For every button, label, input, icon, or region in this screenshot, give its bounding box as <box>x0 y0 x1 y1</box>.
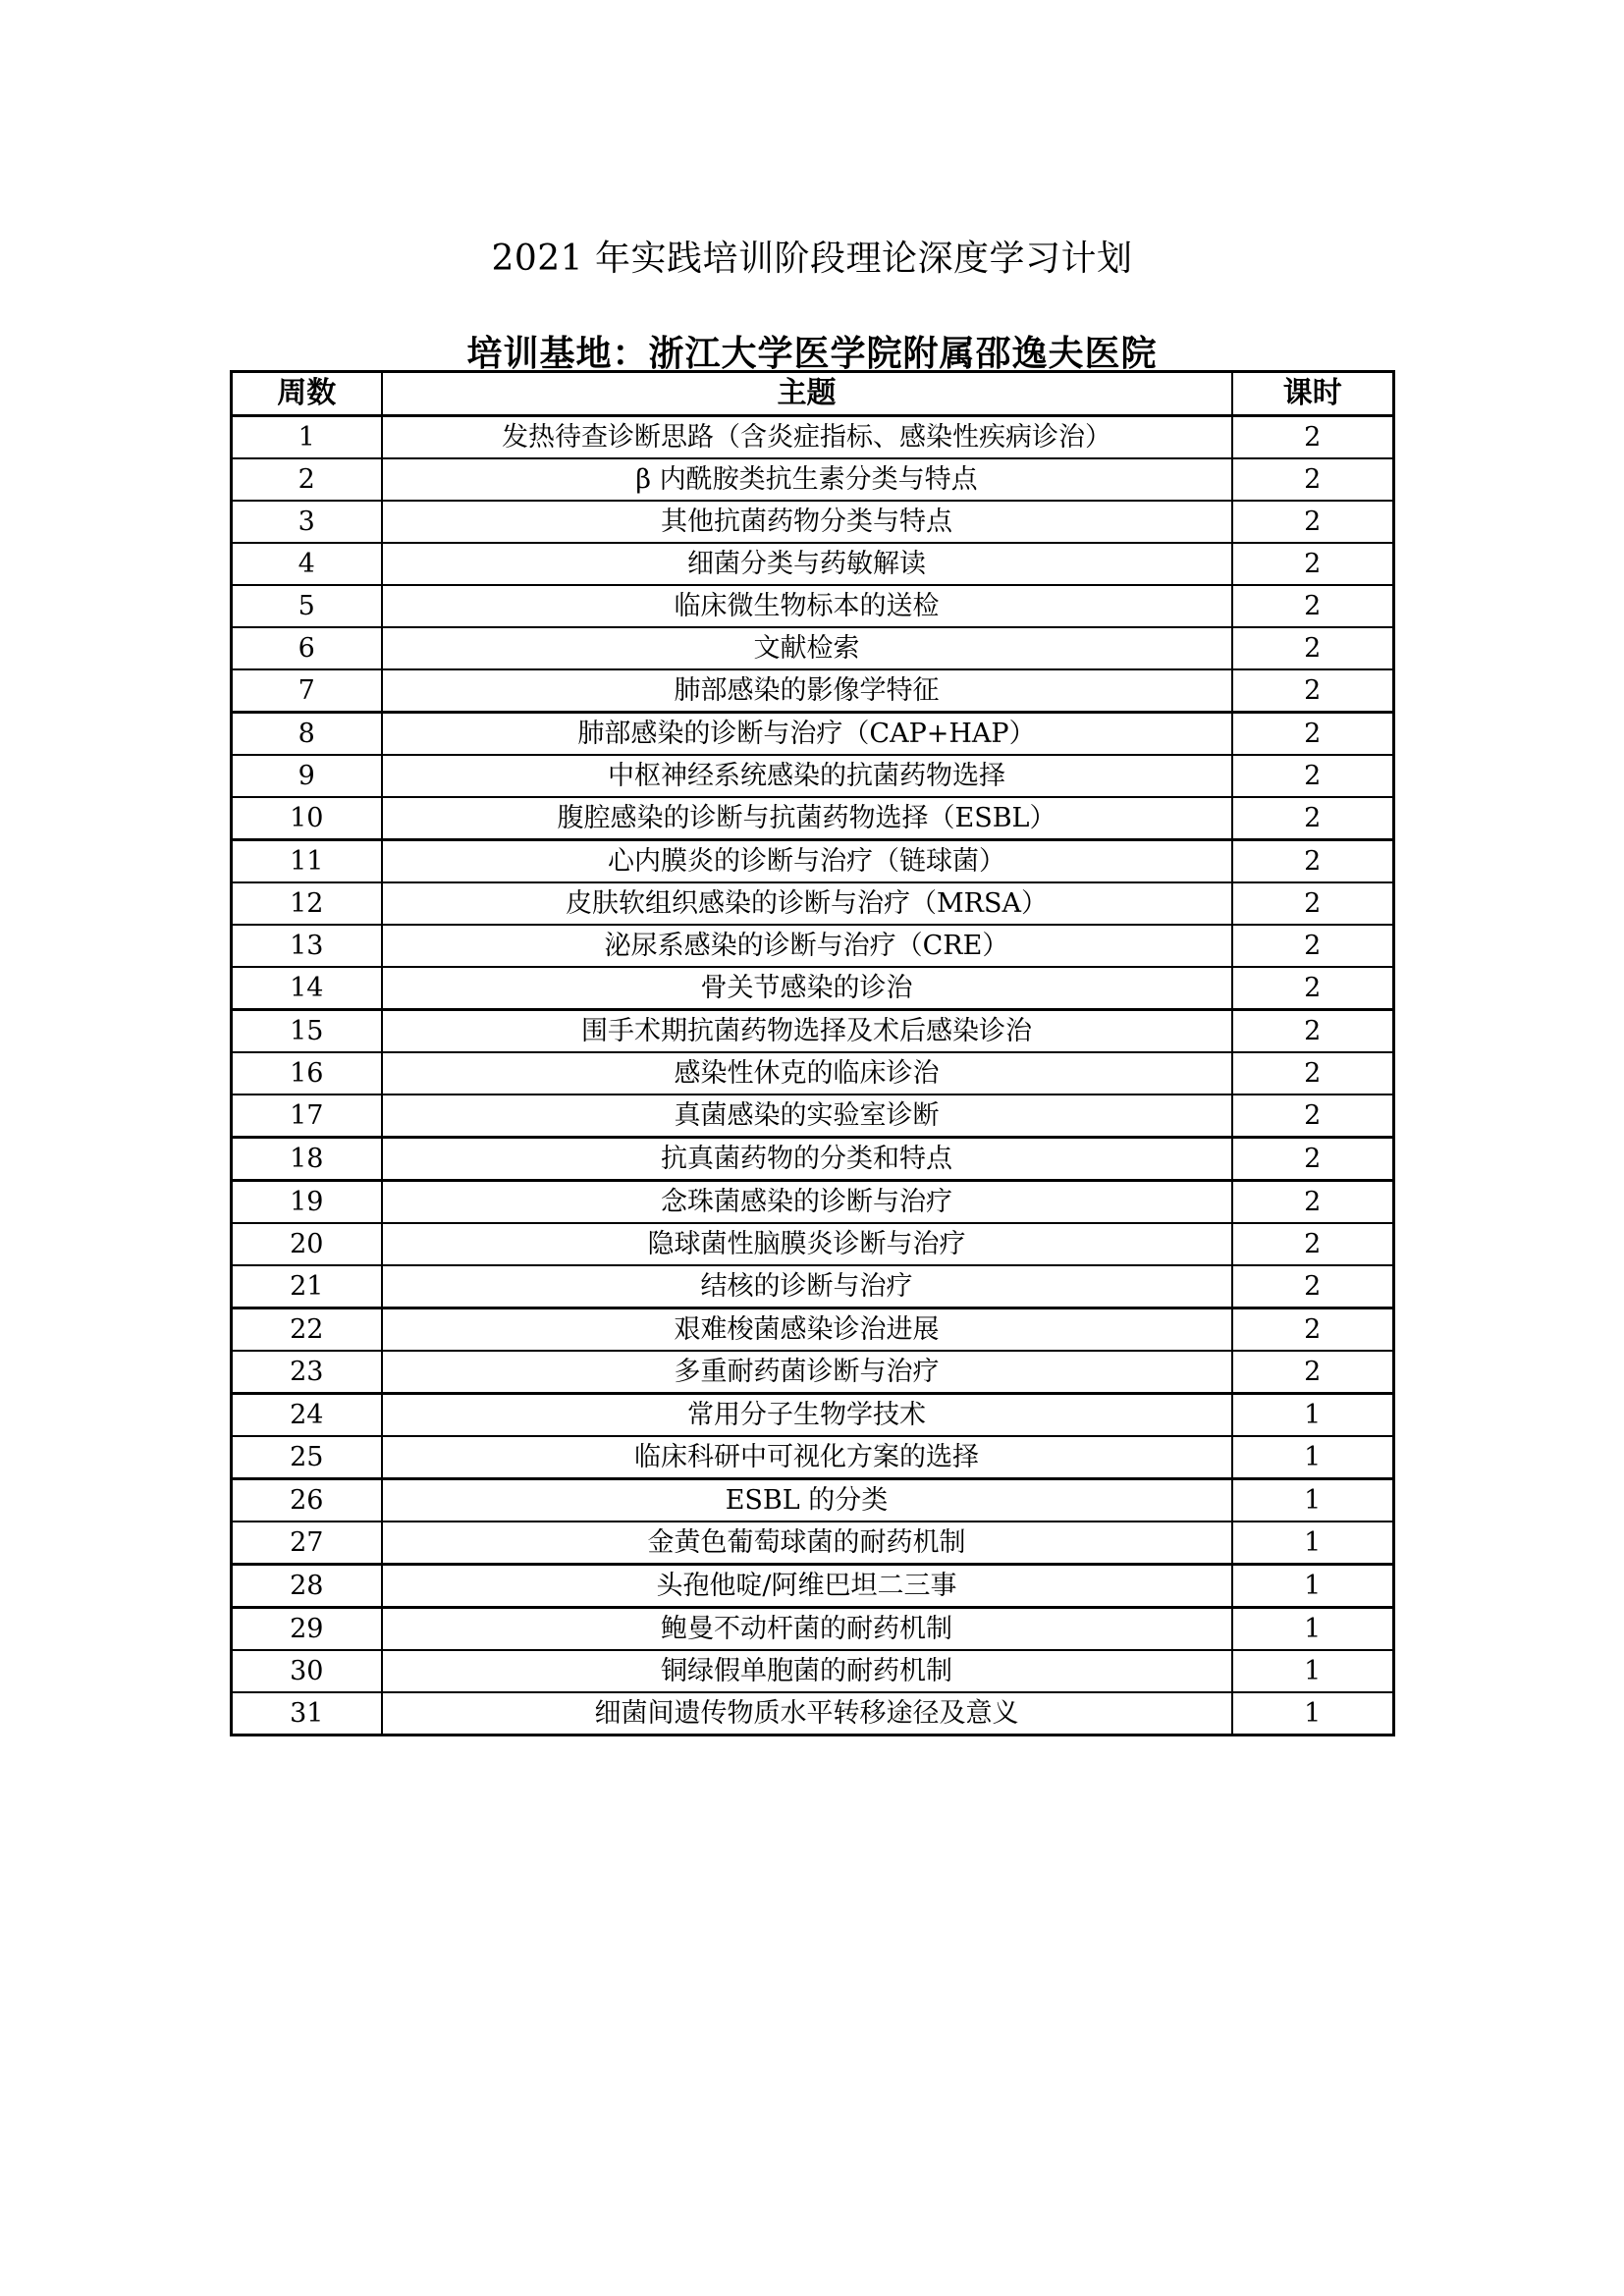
cell-hours: 2 <box>1232 713 1394 756</box>
table-row <box>232 1308 1394 1352</box>
cell-topic: 肺部感染的影像学特征 <box>382 669 1232 713</box>
cell-topic: 临床微生物标本的送检 <box>382 585 1232 627</box>
cell-hours: 2 <box>1232 501 1394 543</box>
cell-topic: 其他抗菌药物分类与特点 <box>382 501 1232 543</box>
cell-hours: 2 <box>1232 1095 1394 1138</box>
cell-topic: 肺部感染的诊断与治疗（CAP+HAP） <box>382 713 1232 756</box>
cell-hours: 2 <box>1232 882 1394 925</box>
table-row <box>232 925 1394 967</box>
cell-topic: 中枢神经系统感染的抗菌药物选择 <box>382 755 1232 797</box>
cell-hours: 2 <box>1232 669 1394 713</box>
table-row <box>232 967 1394 1010</box>
cell-topic: 真菌感染的实验室诊断 <box>382 1095 1232 1138</box>
cell-week: 24 <box>232 1394 382 1437</box>
cell-week: 20 <box>232 1223 382 1265</box>
table-row <box>232 458 1394 501</box>
cell-week: 4 <box>232 543 382 585</box>
table-row <box>232 1223 1394 1265</box>
cell-week: 28 <box>232 1565 382 1608</box>
cell-week: 5 <box>232 585 382 627</box>
cell-hours: 1 <box>1232 1436 1394 1479</box>
cell-week: 3 <box>232 501 382 543</box>
cell-week: 31 <box>232 1692 382 1735</box>
table-row <box>232 669 1394 713</box>
cell-topic: ESBL 的分类 <box>382 1479 1232 1522</box>
cell-hours: 2 <box>1232 1010 1394 1053</box>
cell-topic: 念珠菌感染的诊断与治疗 <box>382 1181 1232 1224</box>
cell-topic: 常用分子生物学技术 <box>382 1394 1232 1437</box>
table-row <box>232 1394 1394 1437</box>
cell-week: 26 <box>232 1479 382 1522</box>
cell-hours: 1 <box>1232 1565 1394 1608</box>
cell-hours: 2 <box>1232 627 1394 669</box>
cell-topic: 文献检索 <box>382 627 1232 669</box>
cell-topic: 临床科研中可视化方案的选择 <box>382 1436 1232 1479</box>
cell-week: 17 <box>232 1095 382 1138</box>
cell-week: 12 <box>232 882 382 925</box>
table-body <box>232 416 1394 1735</box>
table-row <box>232 1608 1394 1651</box>
cell-week: 29 <box>232 1608 382 1651</box>
cell-hours: 2 <box>1232 1351 1394 1394</box>
cell-topic: 鲍曼不动杆菌的耐药机制 <box>382 1608 1232 1651</box>
cell-topic: 感染性休克的临床诊治 <box>382 1052 1232 1095</box>
header-row <box>232 372 1394 416</box>
cell-week: 11 <box>232 840 382 883</box>
cell-week: 14 <box>232 967 382 1010</box>
cell-hours: 2 <box>1232 967 1394 1010</box>
table-row <box>232 1351 1394 1394</box>
header-week: 周数 <box>232 372 382 416</box>
cell-week: 1 <box>232 416 382 459</box>
cell-hours: 2 <box>1232 1052 1394 1095</box>
table-row <box>232 882 1394 925</box>
table-row <box>232 1138 1394 1181</box>
cell-week: 21 <box>232 1265 382 1308</box>
table-row <box>232 501 1394 543</box>
table-row <box>232 797 1394 840</box>
cell-week: 23 <box>232 1351 382 1394</box>
cell-topic: β 内酰胺类抗生素分类与特点 <box>382 458 1232 501</box>
cell-topic: 围手术期抗菌药物选择及术后感染诊治 <box>382 1010 1232 1053</box>
cell-topic: 骨关节感染的诊治 <box>382 967 1232 1010</box>
cell-week: 22 <box>232 1308 382 1352</box>
table-row <box>232 416 1394 459</box>
cell-week: 30 <box>232 1650 382 1692</box>
table-row <box>232 1692 1394 1735</box>
cell-week: 16 <box>232 1052 382 1095</box>
table-header <box>232 372 1394 416</box>
table-row <box>232 1052 1394 1095</box>
cell-topic: 细菌分类与药敏解读 <box>382 543 1232 585</box>
cell-week: 19 <box>232 1181 382 1224</box>
cell-hours: 2 <box>1232 797 1394 840</box>
cell-topic: 腹腔感染的诊断与抗菌药物选择（ESBL） <box>382 797 1232 840</box>
table-row <box>232 1479 1394 1522</box>
cell-hours: 1 <box>1232 1394 1394 1437</box>
cell-hours: 2 <box>1232 755 1394 797</box>
table-row <box>232 627 1394 669</box>
cell-hours: 2 <box>1232 1223 1394 1265</box>
cell-topic: 心内膜炎的诊断与治疗（链球菌） <box>382 840 1232 883</box>
cell-week: 10 <box>232 797 382 840</box>
table-row <box>232 1522 1394 1565</box>
page-title: 2021 年实践培训阶段理论深度学习计划 <box>491 239 1133 280</box>
cell-week: 18 <box>232 1138 382 1181</box>
table-row <box>232 1650 1394 1692</box>
table-row <box>232 1095 1394 1138</box>
training-base-subtitle: 培训基地：浙江大学医学院附属邵逸夫医院 <box>466 332 1158 374</box>
cell-hours: 2 <box>1232 1265 1394 1308</box>
cell-topic: 结核的诊断与治疗 <box>382 1265 1232 1308</box>
cell-week: 13 <box>232 925 382 967</box>
table-row <box>232 585 1394 627</box>
cell-week: 7 <box>232 669 382 713</box>
cell-hours: 2 <box>1232 1181 1394 1224</box>
cell-hours: 2 <box>1232 840 1394 883</box>
cell-topic: 铜绿假单胞菌的耐药机制 <box>382 1650 1232 1692</box>
cell-week: 9 <box>232 755 382 797</box>
table-row <box>232 755 1394 797</box>
cell-hours: 1 <box>1232 1650 1394 1692</box>
cell-week: 2 <box>232 458 382 501</box>
table-row <box>232 543 1394 585</box>
cell-hours: 1 <box>1232 1479 1394 1522</box>
table-row <box>232 1265 1394 1308</box>
cell-topic: 发热待查诊断思路（含炎症指标、感染性疾病诊治） <box>382 416 1232 459</box>
cell-hours: 2 <box>1232 416 1394 459</box>
cell-topic: 头孢他啶/阿维巴坦二三事 <box>382 1565 1232 1608</box>
table-row <box>232 1565 1394 1608</box>
cell-week: 8 <box>232 713 382 756</box>
cell-hours: 2 <box>1232 925 1394 967</box>
cell-topic: 抗真菌药物的分类和特点 <box>382 1138 1232 1181</box>
cell-week: 27 <box>232 1522 382 1565</box>
cell-hours: 2 <box>1232 585 1394 627</box>
cell-week: 15 <box>232 1010 382 1053</box>
cell-topic: 多重耐药菌诊断与治疗 <box>382 1351 1232 1394</box>
cell-week: 6 <box>232 627 382 669</box>
study-plan-table <box>230 370 1395 1736</box>
cell-topic: 艰难梭菌感染诊治进展 <box>382 1308 1232 1352</box>
cell-topic: 泌尿系感染的诊断与治疗（CRE） <box>382 925 1232 967</box>
cell-hours: 2 <box>1232 458 1394 501</box>
table-row <box>232 1181 1394 1224</box>
cell-topic: 隐球菌性脑膜炎诊断与治疗 <box>382 1223 1232 1265</box>
cell-topic: 金黄色葡萄球菌的耐药机制 <box>382 1522 1232 1565</box>
table-row <box>232 713 1394 756</box>
header-topic: 主题 <box>382 372 1232 416</box>
table-row <box>232 1010 1394 1053</box>
cell-topic: 细菌间遗传物质水平转移途径及意义 <box>382 1692 1232 1735</box>
cell-hours: 2 <box>1232 543 1394 585</box>
cell-hours: 2 <box>1232 1308 1394 1352</box>
table-row <box>232 840 1394 883</box>
cell-hours: 1 <box>1232 1608 1394 1651</box>
cell-week: 25 <box>232 1436 382 1479</box>
cell-hours: 1 <box>1232 1522 1394 1565</box>
cell-topic: 皮肤软组织感染的诊断与治疗（MRSA） <box>382 882 1232 925</box>
cell-hours: 1 <box>1232 1692 1394 1735</box>
header-hours: 课时 <box>1232 372 1394 416</box>
table-row <box>232 1436 1394 1479</box>
cell-hours: 2 <box>1232 1138 1394 1181</box>
